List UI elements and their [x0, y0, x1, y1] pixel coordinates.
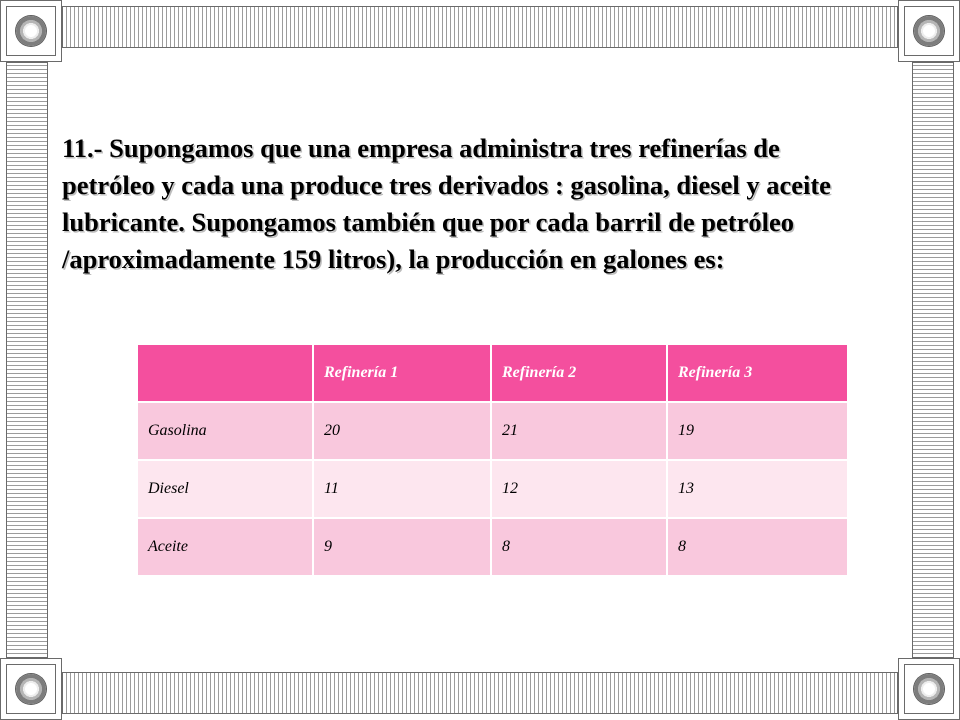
problem-statement: 11.- Supongamos que una empresa administra tres refinerías de petróleo y cada una produce tres derivados : gasolina, diesel y aceite lubricante. Supongamos también que por cada barril de petróleo /aproximadamente 159 litros), la producción en galones es:	[62, 133, 831, 274]
table-cell: 12	[491, 460, 667, 518]
round-knob-icon	[16, 16, 46, 46]
table-row	[137, 402, 848, 460]
table-cell: 11	[313, 460, 491, 518]
frame-top-bar	[62, 6, 898, 48]
frame-left-bar	[6, 62, 48, 658]
row-label: Aceite	[137, 518, 313, 576]
table-header-row	[137, 344, 848, 402]
header-cell-refineria-3: Refinería 3	[667, 344, 848, 402]
frame-bottom-bar	[62, 672, 898, 714]
row-label: Diesel	[137, 460, 313, 518]
table-cell: 19	[667, 402, 848, 460]
frame-corner-top-left	[0, 0, 62, 62]
production-table	[136, 343, 849, 577]
table-cell: 8	[667, 518, 848, 576]
frame-right-bar	[912, 62, 954, 658]
header-cell-refineria-2: Refinería 2	[491, 344, 667, 402]
table-row	[137, 518, 848, 576]
table-cell: 20	[313, 402, 491, 460]
header-cell-refineria-1: Refinería 1	[313, 344, 491, 402]
frame-corner-bottom-right	[898, 658, 960, 720]
table-row	[137, 460, 848, 518]
row-label: Gasolina	[137, 402, 313, 460]
round-knob-icon	[914, 16, 944, 46]
frame-corner-bottom-left	[0, 658, 62, 720]
frame-corner-top-right	[898, 0, 960, 62]
table-cell: 13	[667, 460, 848, 518]
round-knob-icon	[16, 674, 46, 704]
header-cell-empty	[137, 344, 313, 402]
table-cell: 8	[491, 518, 667, 576]
round-knob-icon	[914, 674, 944, 704]
table-cell: 21	[491, 402, 667, 460]
table-cell: 9	[313, 518, 491, 576]
